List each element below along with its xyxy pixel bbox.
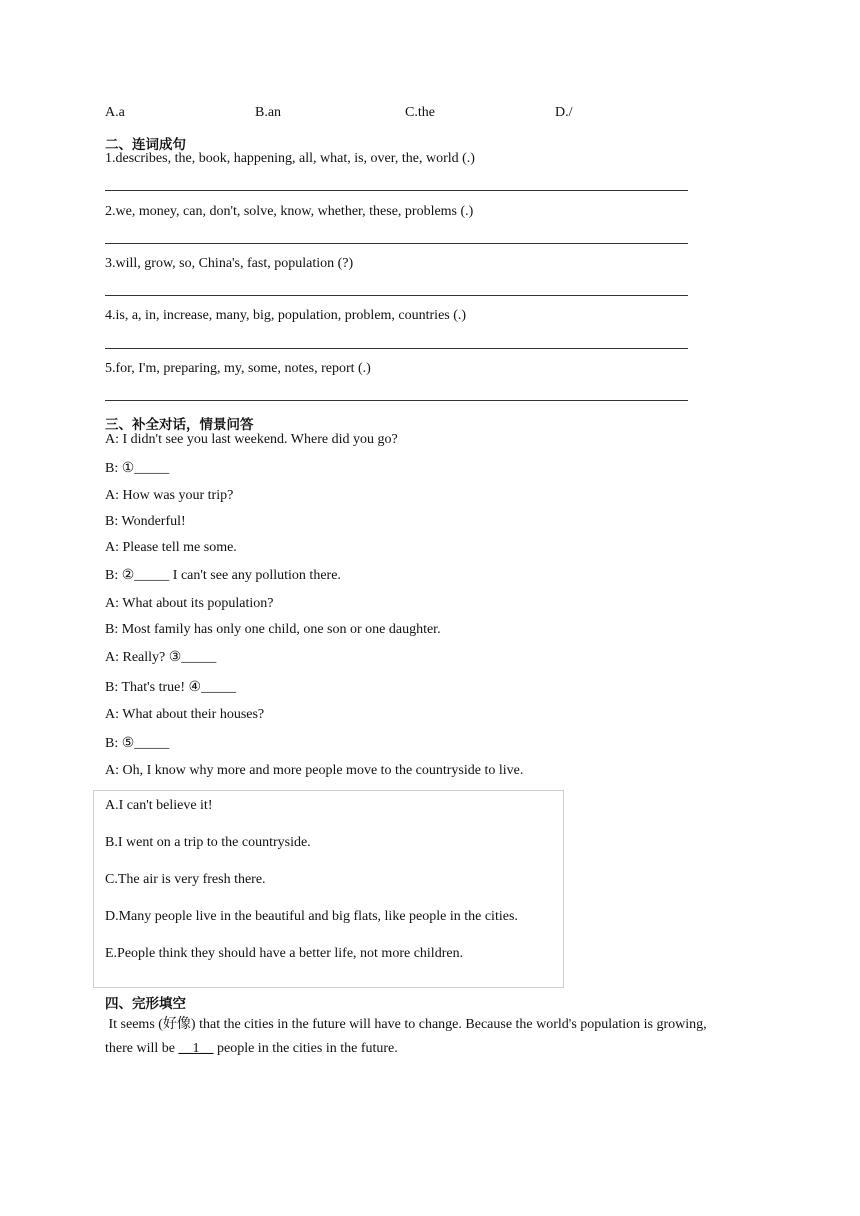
option-item-b: B.I went on a trip to the countryside. [105, 835, 311, 850]
dialogue-line: B: Wonderful! [105, 514, 186, 529]
answer-line-1 [105, 190, 688, 191]
answer-line-3 [105, 295, 688, 296]
sentence-item-2: 2.we, money, can, don't, solve, know, whether, these, problems (.) [105, 204, 474, 219]
sentence-item-4: 4.is, a, in, increase, many, big, population, problem, countries (.) [105, 308, 467, 323]
dialogue-line: B: Most family has only one child, one son or one daughter. [105, 622, 441, 637]
mc-option-c: C.the [405, 105, 435, 120]
sentence-item-3: 3.will, grow, so, China's, fast, population (?) [105, 256, 354, 271]
answer-line-2 [105, 243, 688, 244]
passage-text: there will be [105, 1041, 179, 1056]
dialogue-line: B: That's true! ④_____ [105, 680, 237, 695]
mc-option-d: D./ [555, 105, 573, 120]
dialogue-line: A: How was your trip? [105, 488, 234, 503]
option-item-e: E.People think they should have a better life, not more children. [105, 946, 464, 961]
sentence-item-1: 1.describes, the, book, happening, all, what, is, over, the, world (.) [105, 151, 475, 166]
passage-line-1: It seems (好像) that the cities in the future will have to change. Because the world's population is growing, [105, 1017, 707, 1032]
passage-text: people in the cities in the future. [213, 1041, 398, 1056]
option-item-a: A.I can't believe it! [105, 798, 213, 813]
dialogue-line: A: What about their houses? [105, 707, 265, 722]
option-item-d: D.Many people live in the beautiful and big flats, like people in the cities. [105, 909, 518, 924]
answer-line-4 [105, 348, 688, 349]
dialogue-line: B: ②_____ I can't see any pollution there. [105, 568, 341, 583]
sentence-item-5: 5.for, I'm, preparing, my, some, notes, report (.) [105, 361, 371, 376]
section2-heading: 二、连词成句 [105, 137, 186, 153]
dialogue-line: A: Oh, I know why more and more people move to the countryside to live. [105, 763, 524, 778]
cloze-blank-1: __1__ [178, 1041, 214, 1056]
option-item-c: C.The air is very fresh there. [105, 872, 266, 887]
mc-option-b: B.an [255, 105, 282, 120]
dialogue-line: A: Please tell me some. [105, 540, 237, 555]
section4-heading: 四、完形填空 [105, 996, 186, 1012]
section3-heading: 三、补全对话，情景问答 [105, 417, 254, 433]
dialogue-line: B: ①_____ [105, 461, 170, 476]
mc-option-a: A.a [105, 105, 125, 120]
dialogue-line: A: I didn't see you last weekend. Where did you go? [105, 432, 398, 447]
options-box [93, 790, 564, 988]
passage-line-2 [105, 1041, 398, 1057]
dialogue-line: A: What about its population? [105, 596, 274, 611]
dialogue-line: B: ⑤_____ [105, 736, 170, 751]
answer-line-5 [105, 400, 688, 401]
dialogue-line: A: Really? ③_____ [105, 650, 217, 665]
